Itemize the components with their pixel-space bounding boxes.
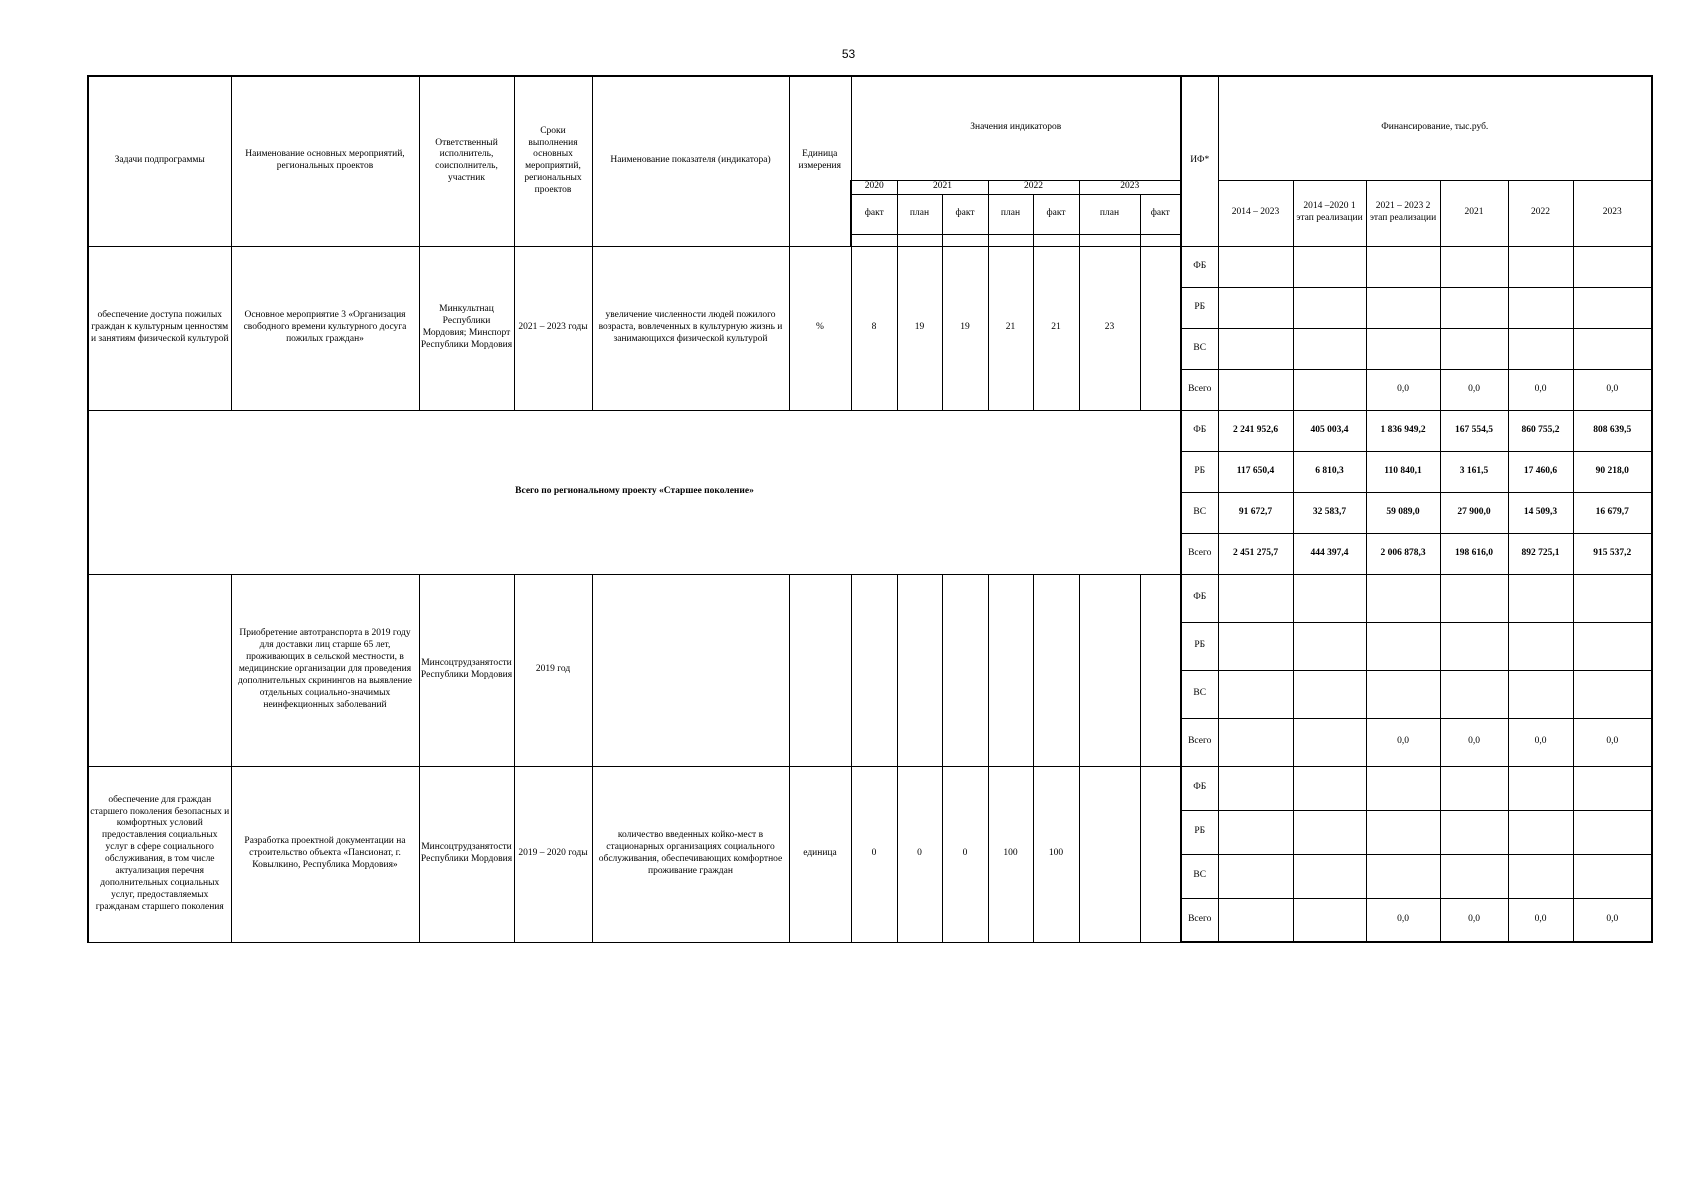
- header-events: Наименование основных мероприятий, региональных проектов: [231, 76, 419, 246]
- fin-cell: [1218, 898, 1293, 942]
- header-unit: Единица измерения: [789, 76, 851, 246]
- fin-cell: [1218, 369, 1293, 410]
- fin-cell: 167 554,5: [1440, 410, 1508, 451]
- fund-label: РБ: [1181, 451, 1218, 492]
- subcol-fact: факт: [1033, 194, 1079, 234]
- fin-cell: 27 900,0: [1440, 492, 1508, 533]
- unit-cell: [789, 574, 851, 766]
- value-cell: 21: [988, 246, 1033, 410]
- fund-label: ФБ: [1181, 574, 1218, 622]
- fin-cell: 32 583,7: [1293, 492, 1366, 533]
- fin-cell: 444 397,4: [1293, 533, 1366, 574]
- fin-cell: 117 650,4: [1218, 451, 1293, 492]
- fin-cell: 0,0: [1508, 718, 1573, 766]
- value-cell: [1140, 574, 1181, 766]
- year-2020: 2020: [851, 180, 897, 194]
- header-financing: Финансирование, тыс.руб.: [1218, 76, 1652, 180]
- fin-cell: 0,0: [1573, 718, 1652, 766]
- fin-cell: 405 003,4: [1293, 410, 1366, 451]
- fin-cell: [1293, 898, 1366, 942]
- fin-cell: 110 840,1: [1366, 451, 1440, 492]
- subcol-plan: план: [1079, 194, 1140, 234]
- fin-cell: 0,0: [1366, 369, 1440, 410]
- header-if: ИФ*: [1181, 76, 1218, 246]
- fund-label: Всего: [1181, 898, 1218, 942]
- program-table: [87, 75, 1653, 943]
- indicator-cell: количество введенных койко-мест в стационарных организациях социального обслуживания, обеспечивающих комфортное проживание граждан: [592, 766, 789, 942]
- value-cell: 0: [851, 766, 897, 942]
- header-terms: Сроки выполнения основных мероприятий, региональных проектов: [514, 76, 592, 246]
- fund-label: ВС: [1181, 670, 1218, 718]
- terms-cell: 2019 – 2020 годы: [514, 766, 592, 942]
- value-cell: [1033, 574, 1079, 766]
- fin-cell: 3 161,5: [1440, 451, 1508, 492]
- value-cell: 100: [1033, 766, 1079, 942]
- fin-col-2021: 2021: [1440, 180, 1508, 246]
- fin-cell: 0,0: [1440, 898, 1508, 942]
- fin-cell: 6 810,3: [1293, 451, 1366, 492]
- fin-col-2022: 2022: [1508, 180, 1573, 246]
- fin-cell: [1218, 718, 1293, 766]
- fin-col-total: 2014 – 2023: [1218, 180, 1293, 246]
- fin-col-stage2: 2021 – 2023 2 этап реализации: [1366, 180, 1440, 246]
- fin-cell: [1293, 369, 1366, 410]
- fin-cell: 59 089,0: [1366, 492, 1440, 533]
- value-cell: [1140, 246, 1181, 410]
- fund-label: ФБ: [1181, 410, 1218, 451]
- value-cell: 0: [897, 766, 942, 942]
- task-cell: обеспечение доступа пожилых граждан к культурным ценностям и занятиям физической культурой: [88, 246, 231, 410]
- summary-label: Всего по региональному проекту «Старшее поколение»: [88, 410, 1181, 574]
- year-2023: 2023: [1079, 180, 1181, 194]
- task-cell: [88, 574, 231, 766]
- fund-label: Всего: [1181, 369, 1218, 410]
- responsible-cell: Минсоцтрудзанятости Республики Мордовия: [419, 574, 514, 766]
- unit-cell: %: [789, 246, 851, 410]
- subcol-fact: факт: [942, 194, 988, 234]
- fin-cell: 0,0: [1508, 369, 1573, 410]
- value-cell: [897, 574, 942, 766]
- fund-label: ВС: [1181, 492, 1218, 533]
- fund-label: ВС: [1181, 854, 1218, 898]
- value-cell: [988, 574, 1033, 766]
- fin-cell: [1293, 718, 1366, 766]
- event-cell: Приобретение автотранспорта в 2019 году для доставки лиц старше 65 лет, проживающих в сельской местности, в медицинские организации для проведения дополнительных скринингов на выявление отдельных социально-значимых неинфекционных заболеваний: [231, 574, 419, 766]
- fin-cell: 892 725,1: [1508, 533, 1573, 574]
- fin-cell: 0,0: [1573, 898, 1652, 942]
- value-cell: [942, 574, 988, 766]
- value-cell: 19: [942, 246, 988, 410]
- event-cell: Разработка проектной документации на строительство объекта «Пансионат, г. Ковылкино, Республика Мордовия»: [231, 766, 419, 942]
- value-cell: [1079, 574, 1140, 766]
- terms-cell: 2019 год: [514, 574, 592, 766]
- fin-cell: 2 241 952,6: [1218, 410, 1293, 451]
- fin-cell: 2 006 878,3: [1366, 533, 1440, 574]
- fin-cell: 2 451 275,7: [1218, 533, 1293, 574]
- fin-cell: 0,0: [1366, 718, 1440, 766]
- fund-label: ВС: [1181, 328, 1218, 369]
- fin-cell: 860 755,2: [1508, 410, 1573, 451]
- task-cell: обеспечение для граждан старшего поколения безопасных и комфортных условий предоставления социальных услуг в сфере социального обслуживания, в том числе актуализация перечня дополнительных социальных услуг, предоставляемых гражданам старшего поколения: [88, 766, 231, 942]
- header-tasks: Задачи подпрограммы: [88, 76, 231, 246]
- fin-cell: 14 509,3: [1508, 492, 1573, 533]
- subcol-fact: факт: [851, 194, 897, 234]
- header-indicator-values: Значения индикаторов: [851, 76, 1181, 180]
- value-cell: 23: [1079, 246, 1140, 410]
- value-cell: [1140, 766, 1181, 942]
- value-cell: 100: [988, 766, 1033, 942]
- fund-label: РБ: [1181, 622, 1218, 670]
- subcol-plan: план: [988, 194, 1033, 234]
- fund-label: ФБ: [1181, 246, 1218, 287]
- fin-cell: 915 537,2: [1573, 533, 1652, 574]
- fund-label: РБ: [1181, 810, 1218, 854]
- fund-label: Всего: [1181, 533, 1218, 574]
- fin-cell: 16 679,7: [1573, 492, 1652, 533]
- year-2021: 2021: [897, 180, 988, 194]
- fin-cell: 0,0: [1366, 898, 1440, 942]
- responsible-cell: Минкультнац Республики Мордовия; Минспорт Республики Мордовия: [419, 246, 514, 410]
- fin-cell: 1 836 949,2: [1366, 410, 1440, 451]
- value-cell: 0: [942, 766, 988, 942]
- fin-cell: 0,0: [1440, 369, 1508, 410]
- fin-cell: 91 672,7: [1218, 492, 1293, 533]
- fin-cell: 0,0: [1440, 718, 1508, 766]
- year-2022: 2022: [988, 180, 1079, 194]
- value-cell: 21: [1033, 246, 1079, 410]
- indicator-cell: [592, 574, 789, 766]
- value-cell: 8: [851, 246, 897, 410]
- subcol-fact: факт: [1140, 194, 1181, 234]
- fund-label: ФБ: [1181, 766, 1218, 810]
- fin-cell: 0,0: [1508, 898, 1573, 942]
- value-cell: 19: [897, 246, 942, 410]
- header-indicator: Наименование показателя (индикатора): [592, 76, 789, 246]
- page-number: 53: [841, 47, 856, 61]
- fin-cell: 90 218,0: [1573, 451, 1652, 492]
- fin-col-stage1: 2014 –2020 1 этап реализации: [1293, 180, 1366, 246]
- fin-cell: 17 460,6: [1508, 451, 1573, 492]
- fin-cell: 0,0: [1573, 369, 1652, 410]
- subcol-plan: план: [897, 194, 942, 234]
- header-responsible: Ответственный исполнитель, соисполнитель, участник: [419, 76, 514, 246]
- terms-cell: 2021 – 2023 годы: [514, 246, 592, 410]
- unit-cell: единица: [789, 766, 851, 942]
- responsible-cell: Минсоцтрудзанятости Республики Мордовия: [419, 766, 514, 942]
- indicator-cell: увеличение численности людей пожилого возраста, вовлеченных в культурную жизнь и занимающихся физической культурой: [592, 246, 789, 410]
- event-cell: Основное мероприятие 3 «Организация свободного времени культурного досуга пожилых граждан»: [231, 246, 419, 410]
- fin-cell: 808 639,5: [1573, 410, 1652, 451]
- value-cell: [851, 574, 897, 766]
- fin-cell: 198 616,0: [1440, 533, 1508, 574]
- fin-col-2023: 2023: [1573, 180, 1652, 246]
- fund-label: РБ: [1181, 287, 1218, 328]
- value-cell: [1079, 766, 1140, 942]
- fund-label: Всего: [1181, 718, 1218, 766]
